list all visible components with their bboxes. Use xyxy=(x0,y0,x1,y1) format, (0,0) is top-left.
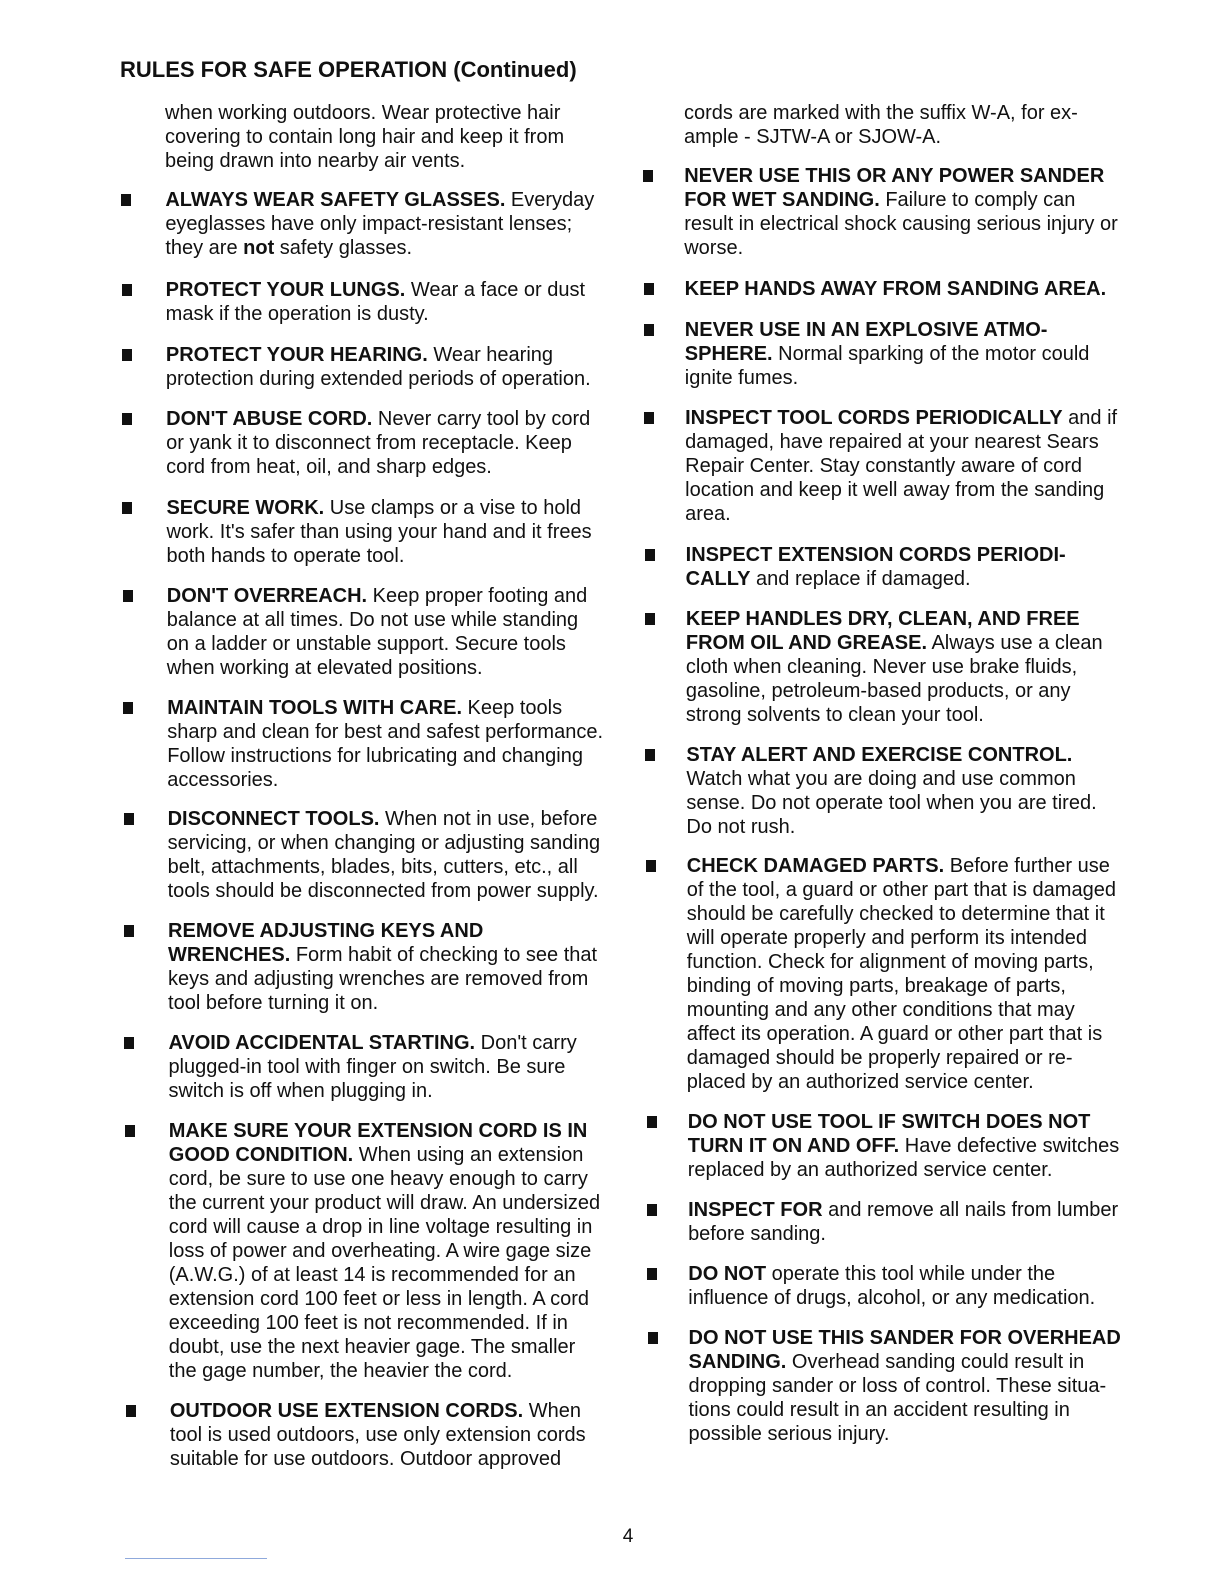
bold-text: PROTECT YOUR LUNGS. xyxy=(165,279,406,301)
safety-rule xyxy=(165,188,594,260)
plain-text: Wear hearing xyxy=(427,344,554,366)
bullet-square-icon xyxy=(122,349,132,361)
page-title: RULES FOR SAFE OPERATION (Continued) xyxy=(120,57,577,82)
plain-text: Normal sparking of the motor could xyxy=(772,343,1090,365)
text-line: cord from heat, oil, and sharp edges. xyxy=(166,456,492,478)
text-line: or yank it to disconnect from receptacle. Keep xyxy=(166,432,572,454)
bullet-square-icon xyxy=(646,860,656,872)
bullet-square-icon xyxy=(126,1405,136,1417)
bold-text: DO NOT USE TOOL IF SWITCH DOES NOT xyxy=(687,1111,1091,1133)
safety-rule xyxy=(686,607,1103,727)
text-line: placed by an authorized service center. xyxy=(686,1071,1034,1093)
safety-rule xyxy=(688,1262,1095,1310)
bold-text: MAKE SURE YOUR EXTENSION CORD IS IN xyxy=(168,1120,588,1142)
text-line: binding of moving parts, breakage of parts, xyxy=(686,975,1066,997)
safety-rule xyxy=(169,1119,600,1383)
plain-text: Everyday xyxy=(505,189,595,211)
text-line: when working at elevated positions. xyxy=(166,657,483,679)
safety-rule xyxy=(688,1110,1120,1182)
text-line: plugged-in tool with finger on switch. Be sure xyxy=(168,1056,566,1078)
text-line xyxy=(169,1119,600,1143)
text-line xyxy=(685,406,1117,430)
safety-rule xyxy=(685,406,1117,526)
safety-rule xyxy=(166,343,591,391)
safety-rule xyxy=(688,1198,1118,1246)
safety-rule xyxy=(167,584,588,680)
safety-rule xyxy=(168,919,597,1015)
plain-text: Always use a clean xyxy=(927,632,1103,654)
safety-rule xyxy=(686,543,1066,591)
bold-text: OUTDOOR USE EXTENSION CORDS. xyxy=(169,1400,524,1422)
bullet-square-icon xyxy=(644,283,654,295)
safety-rule xyxy=(684,164,1118,260)
text-line: extension cord 100 feet or less in length. A cord xyxy=(168,1288,590,1310)
text-line: belt, attachments, blades, bits, cutters, etc., all xyxy=(167,856,578,878)
text-line xyxy=(166,496,591,520)
plain-text: Keep tools xyxy=(462,697,563,719)
text-line: worse. xyxy=(684,237,744,259)
text-line: of the tool, a guard or other part that is damaged xyxy=(686,879,1116,901)
text-line xyxy=(168,943,597,967)
safety-rule xyxy=(685,318,1090,390)
bold-text: CHECK DAMAGED PARTS. xyxy=(686,855,945,877)
text-line: damaged, have repaired at your nearest Sears xyxy=(685,431,1099,453)
bold-text: REMOVE ADJUSTING KEYS AND xyxy=(168,920,484,942)
bullet-square-icon xyxy=(647,1204,657,1216)
bold-text: SPHERE. xyxy=(684,343,773,365)
bullet-square-icon xyxy=(122,284,132,296)
plain-text: and replace if damaged. xyxy=(750,568,971,590)
text-line: damaged should be properly repaired or re- xyxy=(686,1047,1073,1069)
plain-text: Failure to comply can xyxy=(879,189,1076,211)
text-line: (A.W.G.) of at least 14 is recommended for an xyxy=(168,1264,576,1286)
bold-text: TURN IT ON AND OFF. xyxy=(687,1135,900,1157)
text-line xyxy=(687,854,1116,878)
text-line xyxy=(686,743,1096,767)
bold-text: PROTECT YOUR HEARING. xyxy=(165,344,428,366)
text-line: when working outdoors. Wear protective hair xyxy=(165,102,561,124)
plain-text: Wear a face or dust xyxy=(405,279,586,301)
bullet-square-icon xyxy=(124,813,134,825)
plain-text: operate this tool while under the xyxy=(766,1263,1056,1285)
bold-text: INSPECT EXTENSION CORDS PERIODI- xyxy=(685,544,1066,566)
bold-text: NEVER USE IN AN EXPLOSIVE ATMO- xyxy=(684,319,1048,341)
bold-text: INSPECT FOR xyxy=(688,1199,823,1221)
bullet-square-icon xyxy=(124,925,134,937)
text-line: possible serious injury. xyxy=(688,1423,890,1445)
bullet-square-icon xyxy=(124,1037,134,1049)
text-line xyxy=(686,607,1103,631)
text-line: balance at all times. Do not use while standing xyxy=(166,609,579,631)
text-line: tool before turning it on. xyxy=(168,992,379,1014)
text-line: covering to contain long hair and keep it from xyxy=(165,126,565,148)
plain-text: Never carry tool by cord xyxy=(372,408,591,430)
text-line: location and keep it well away from the sanding xyxy=(685,479,1105,501)
text-line: mounting and any other conditions that may xyxy=(686,999,1075,1021)
bold-text: MAINTAIN TOOLS WITH CARE. xyxy=(167,697,462,719)
bold-text: DISCONNECT TOOLS. xyxy=(167,808,380,830)
text-line xyxy=(169,1143,600,1167)
text-line: cord, be sure to use one heavy enough to carry xyxy=(168,1168,588,1190)
text-line xyxy=(684,164,1118,188)
plain-text: When not in use, before xyxy=(379,808,598,830)
bold-text: AVOID ACCIDENTAL STARTING. xyxy=(168,1032,476,1054)
continued-paragraph xyxy=(165,101,564,173)
text-line: loss of power and overheating. A wire gage size xyxy=(168,1240,592,1262)
text-line: ignite fumes. xyxy=(684,367,799,389)
continued-paragraph xyxy=(684,101,1078,149)
plain-text: Have defective switches xyxy=(899,1135,1120,1157)
bullet-square-icon xyxy=(121,194,131,206)
bold-text: ALWAYS WEAR SAFETY GLASSES. xyxy=(165,189,506,211)
text-line: sense. Do not operate tool when you are tired. xyxy=(686,792,1097,814)
bullet-square-icon xyxy=(644,324,654,336)
bullet-square-icon xyxy=(643,170,653,182)
bold-text: WRENCHES. xyxy=(168,944,291,966)
safety-rule xyxy=(167,696,603,792)
text-line: gasoline, petroleum-based products, or any xyxy=(685,680,1071,702)
bold-text: SANDING. xyxy=(688,1351,787,1373)
text-line: keys and adjusting wrenches are removed from xyxy=(168,968,589,990)
bullet-square-icon xyxy=(123,702,133,714)
text-line: result in electrical shock causing serious injury or xyxy=(684,213,1118,235)
page-number: 4 xyxy=(622,1526,634,1547)
text-line xyxy=(689,1326,1121,1350)
text-line: on a ladder or unstable support. Secure tools xyxy=(166,633,566,655)
bullet-square-icon xyxy=(645,613,655,625)
bold-text: CALLY xyxy=(685,568,751,590)
bullet-square-icon xyxy=(647,1116,657,1128)
text-line: function. Check for alignment of moving parts, xyxy=(686,951,1094,973)
bullet-square-icon xyxy=(647,1268,657,1280)
safety-rule xyxy=(166,407,590,479)
text-line: affect its operation. A guard or other part that is xyxy=(686,1023,1103,1045)
text-line xyxy=(166,278,585,302)
safety-rule xyxy=(686,743,1096,839)
safety-rule xyxy=(166,496,591,568)
bullet-square-icon xyxy=(648,1332,658,1344)
text-line: should be carefully checked to determine that it xyxy=(686,903,1105,925)
text-line xyxy=(688,1134,1120,1158)
text-line: eyeglasses have only impact-resistant lenses; xyxy=(165,213,573,235)
text-line: tools should be disconnected from power supply. xyxy=(167,880,599,902)
text-line xyxy=(168,919,597,943)
text-line xyxy=(166,343,591,367)
bold-text: INSPECT TOOL CORDS PERIODICALLY xyxy=(685,407,1063,429)
text-line xyxy=(688,1110,1120,1134)
bullet-square-icon xyxy=(125,1125,135,1137)
plain-text: Form habit of checking to see that xyxy=(290,944,598,966)
safety-rule xyxy=(689,1326,1121,1446)
text-line: work. It's safer than using your hand and it frees xyxy=(166,521,592,543)
text-line xyxy=(165,236,594,260)
text-line xyxy=(165,188,594,212)
safety-rule xyxy=(166,278,585,326)
text-line: cord will cause a drop in line voltage resulting in xyxy=(168,1216,593,1238)
text-line: tions could result in an accident resulting in xyxy=(688,1399,1070,1421)
safety-rule xyxy=(170,1399,586,1471)
bold-text: DO NOT USE THIS SANDER FOR OVERHEAD xyxy=(688,1327,1121,1349)
plain-text: Don't carry xyxy=(475,1032,577,1054)
text-line: suitable for use outdoors. Outdoor approved xyxy=(169,1448,562,1470)
text-line xyxy=(686,543,1066,567)
bullet-square-icon xyxy=(645,749,655,761)
bullet-square-icon xyxy=(645,549,655,561)
text-line: Repair Center. Stay constantly aware of cord xyxy=(685,455,1082,477)
bold-text: NEVER USE THIS OR ANY POWER SANDER xyxy=(684,165,1105,187)
plain-text: and if xyxy=(1062,407,1118,429)
text-line: the current your product will draw. An undersized xyxy=(168,1192,601,1214)
plain-text: Before further use xyxy=(944,855,1110,877)
text-line: influence of drugs, alcohol, or any medication. xyxy=(688,1287,1096,1309)
text-line: mask if the operation is dusty. xyxy=(165,303,429,325)
text-line xyxy=(688,1262,1095,1286)
text-line xyxy=(166,407,590,431)
bold-text: not xyxy=(243,237,275,259)
bold-text: FOR WET SANDING. xyxy=(684,189,880,211)
scan-mark-line xyxy=(125,1558,267,1559)
text-line: being drawn into nearby air vents. xyxy=(165,150,466,172)
safety-rule xyxy=(685,277,1107,301)
text-line: cloth when cleaning. Never use brake fluids, xyxy=(685,656,1078,678)
text-line: tool is used outdoors, use only extension cords xyxy=(169,1424,586,1446)
text-line: area. xyxy=(685,503,731,525)
plain-text: Overhead sanding could result in xyxy=(786,1351,1085,1373)
text-line: the gage number, the heavier the cord. xyxy=(168,1360,513,1382)
text-line: before sanding. xyxy=(688,1223,826,1245)
bold-text: DON'T OVERREACH. xyxy=(166,585,368,607)
text-line xyxy=(686,567,1066,591)
text-line xyxy=(168,1031,576,1055)
plain-text: When xyxy=(523,1400,581,1422)
plain-text: When using an extension xyxy=(353,1144,584,1166)
bold-text: SECURE WORK. xyxy=(166,497,325,519)
text-line xyxy=(168,807,601,831)
text-line xyxy=(170,1399,586,1423)
text-line: accessories. xyxy=(167,769,279,791)
text-line xyxy=(685,277,1107,301)
text-line xyxy=(167,584,588,608)
text-line: servicing, or when changing or adjusting sanding xyxy=(167,832,601,854)
text-line xyxy=(685,318,1090,342)
text-line: ample - SJTW-A or SJOW-A. xyxy=(684,126,942,148)
bullet-square-icon xyxy=(122,502,132,514)
bold-text: DO NOT xyxy=(688,1263,767,1285)
bold-text: DON'T ABUSE CORD. xyxy=(166,408,373,430)
text-line: exceeding 100 feet is not recommended. If in xyxy=(168,1312,568,1334)
text-line xyxy=(688,1198,1118,1222)
text-line: Follow instructions for lubricating and changing xyxy=(167,745,583,767)
text-line: strong solvents to clean your tool. xyxy=(685,704,984,726)
plain-text: Keep proper footing and xyxy=(367,585,588,607)
text-line: dropping sander or loss of control. These situa- xyxy=(688,1375,1107,1397)
text-line: will operate properly and perform its intended xyxy=(686,927,1087,949)
bold-text: GOOD CONDITION. xyxy=(168,1144,354,1166)
text-line: switch is off when plugging in. xyxy=(168,1080,433,1102)
bold-text: FROM OIL AND GREASE. xyxy=(685,632,927,654)
plain-text: Use clamps or a vise to hold xyxy=(324,497,582,519)
text-line: both hands to operate tool. xyxy=(166,545,405,567)
bold-text: STAY ALERT AND EXERCISE CONTROL. xyxy=(686,744,1073,766)
text-line: Do not rush. xyxy=(686,816,796,838)
text-line: doubt, use the next heavier gage. The smaller xyxy=(168,1336,576,1358)
right-column xyxy=(612,0,1224,1584)
safety-rule xyxy=(168,807,601,903)
text-line: Watch what you are doing and use common xyxy=(686,768,1076,790)
bullet-square-icon xyxy=(123,590,133,602)
plain-text: and remove all nails from lumber xyxy=(822,1199,1119,1221)
bullet-square-icon xyxy=(644,412,654,424)
bullet-square-icon xyxy=(122,413,132,425)
safety-rule xyxy=(168,1031,576,1103)
text-line xyxy=(689,1350,1121,1374)
safety-rule xyxy=(687,854,1116,1094)
text-line: protection during extended periods of operation. xyxy=(165,368,591,390)
plain-text: they are xyxy=(165,237,244,259)
text-line xyxy=(685,342,1090,366)
bold-text: KEEP HANDS AWAY FROM SANDING AREA. xyxy=(684,278,1107,300)
bold-text: KEEP HANDLES DRY, CLEAN, AND FREE xyxy=(685,608,1080,630)
text-line xyxy=(167,696,603,720)
text-line: sharp and clean for best and safest performance. xyxy=(167,721,604,743)
text-line: replaced by an authorized service center. xyxy=(687,1159,1053,1181)
text-line: cords are marked with the suffix W-A, for ex- xyxy=(684,102,1078,124)
text-line xyxy=(686,631,1103,655)
text-line xyxy=(684,188,1118,212)
plain-text: safety glasses. xyxy=(274,237,413,259)
